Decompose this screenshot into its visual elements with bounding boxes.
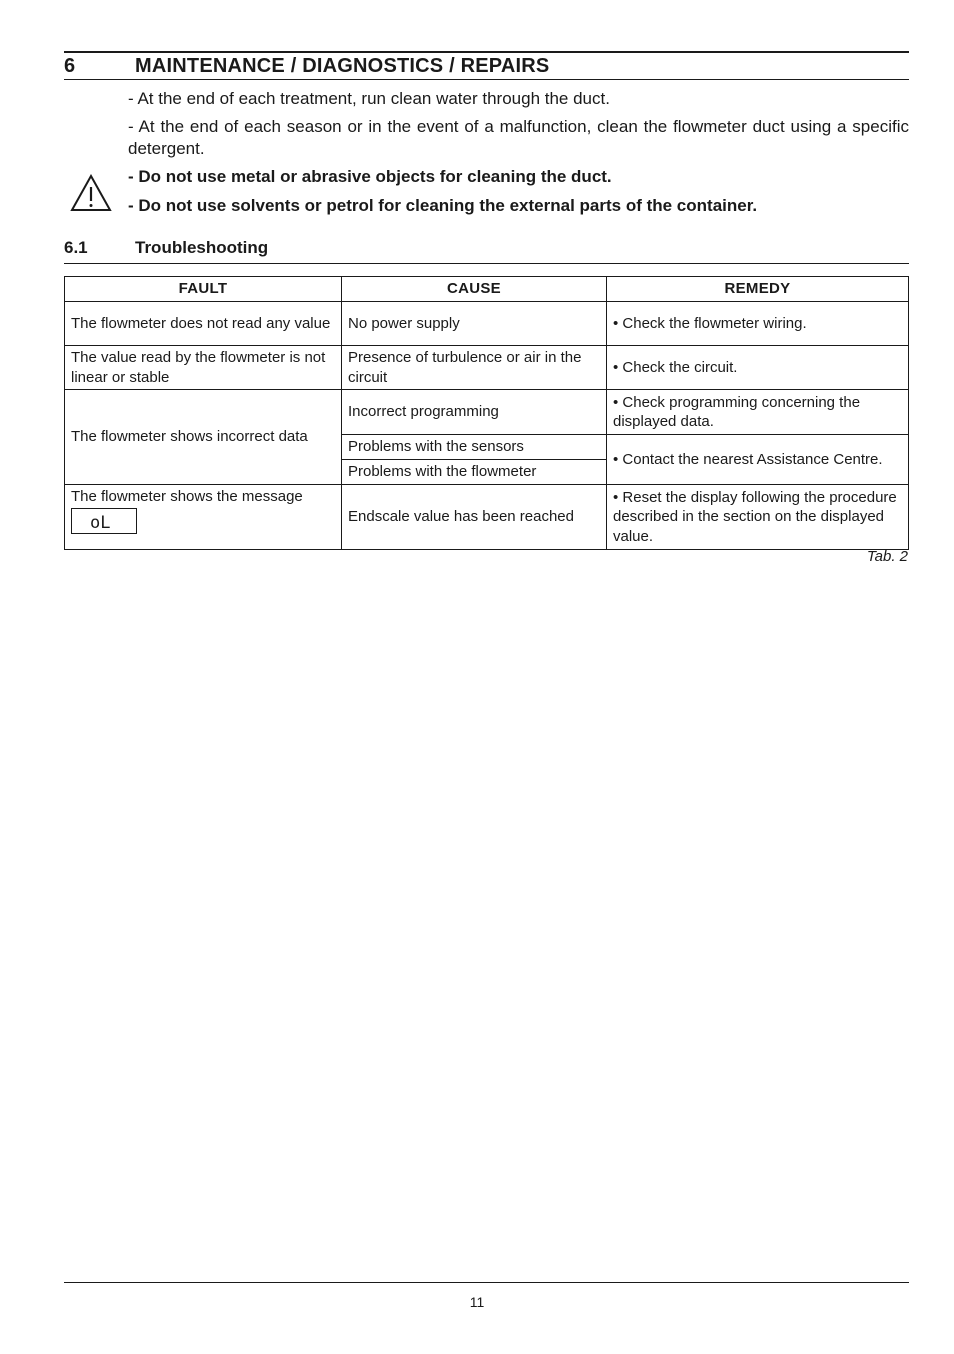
fault-cell: The flowmeter does not read any value	[65, 302, 342, 346]
remedy-cell: • Check the circuit.	[607, 346, 909, 390]
remedy-cell: • Check the flowmeter wiring.	[607, 302, 909, 346]
table-caption: Tab. 2	[866, 548, 908, 565]
fault-cell: The value read by the flowmeter is not linear or stable	[65, 346, 342, 390]
cause-cell: Incorrect programming	[342, 390, 607, 435]
warning-triangle-icon	[70, 174, 112, 212]
instruction-2: - At the end of each season or in the event of a malfunction, clean the flowmeter duct using a specific detergent.	[128, 117, 909, 158]
lcd-display	[71, 508, 137, 534]
cause-cell: Problems with the sensors	[342, 435, 607, 460]
table-header-row	[65, 277, 909, 302]
remedy-cell: • Contact the nearest Assistance Centre.	[607, 435, 909, 485]
section-number: 6	[64, 55, 76, 77]
warning-2: - Do not use solvents or petrol for cleaning the external parts of the container.	[128, 196, 758, 215]
lcd-display-text	[90, 514, 120, 530]
remedy-cell: • Check programming concerning the displayed data.	[607, 390, 909, 435]
table-row	[65, 302, 909, 346]
table-row	[65, 390, 909, 435]
fault-message-text: The flowmeter shows the message	[71, 488, 303, 505]
header-fault: FAULT	[65, 277, 342, 302]
cause-cell: Endscale value has been reached	[342, 485, 607, 550]
fault-cell: The flowmeter shows incorrect data	[65, 390, 342, 485]
section-heading	[64, 51, 909, 80]
instruction-1: - At the end of each treatment, run clean water through the duct.	[128, 89, 610, 108]
cause-cell: No power supply	[342, 302, 607, 346]
troubleshooting-table	[64, 276, 909, 550]
header-remedy: REMEDY	[607, 277, 909, 302]
svg-text:oL: oL	[90, 513, 111, 530]
page-number: 11	[469, 1294, 485, 1310]
table-row	[65, 346, 909, 390]
subsection-heading	[64, 238, 909, 264]
table-row	[65, 485, 909, 550]
header-cause: CAUSE	[342, 277, 607, 302]
remedy-cell: • Reset the display following the procedure described in the section on the displayed value.	[607, 485, 909, 550]
fault-cell	[65, 485, 342, 550]
section-title: MAINTENANCE / DIAGNOSTICS / REPAIRS	[135, 55, 550, 77]
cause-cell: Problems with the flowmeter	[342, 460, 607, 485]
cause-cell: Presence of turbulence or air in the circuit	[342, 346, 607, 390]
footer-divider	[64, 1282, 909, 1283]
subsection-number: 6.1	[64, 238, 88, 257]
subsection-title: Troubleshooting	[135, 238, 269, 257]
warning-1: - Do not use metal or abrasive objects for cleaning the duct.	[128, 167, 612, 186]
